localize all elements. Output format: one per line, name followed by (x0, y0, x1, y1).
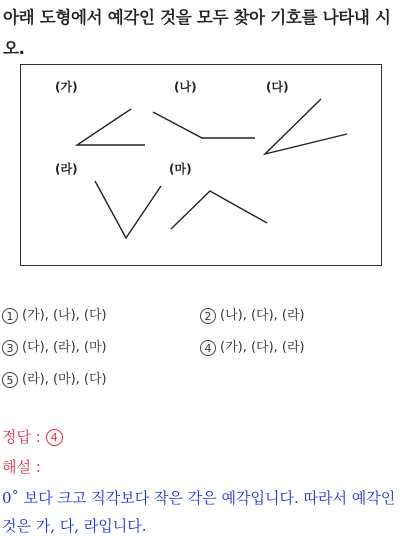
option-4[interactable] (200, 336, 305, 356)
question-text: 아래 도형에서 예각인 것을 모두 찾아 기호를 나타내 시오. (3, 8, 391, 58)
option-5[interactable] (2, 368, 107, 388)
option-3[interactable] (2, 336, 107, 356)
option-number: 2 (200, 308, 216, 324)
option-1[interactable] (2, 304, 107, 324)
label-da: (다) (266, 80, 289, 94)
angle-ma (171, 191, 267, 229)
label-ga: (가) (55, 80, 78, 94)
option-2[interactable] (200, 304, 305, 324)
angle-ra (95, 181, 161, 238)
label-ma: (마) (169, 162, 192, 176)
answer-label: 정답 : (2, 428, 46, 446)
angle-da (265, 99, 347, 154)
option-number: 4 (200, 340, 216, 356)
label-na: (나) (174, 80, 197, 94)
explanation-text: 0˚ 보다 크고 직각보다 작은 각은 예각입니다. 따라서 예각인 것은 가, 다, 라입니다. (2, 489, 396, 535)
option-number: 5 (2, 372, 18, 388)
option-text: (나), (다), (라) (220, 308, 305, 323)
angle-figures (21, 65, 383, 267)
angle-ga (77, 109, 145, 145)
angle-na (153, 112, 255, 138)
option-number: 1 (2, 308, 18, 324)
answer (2, 426, 63, 447)
option-text: (다), (라), (마) (22, 340, 107, 355)
label-ra: (라) (55, 162, 78, 176)
option-text: (라), (마), (다) (22, 372, 107, 387)
option-text: (가), (나), (다) (22, 308, 107, 323)
explanation-label: 해설 : (2, 458, 41, 476)
option-number: 3 (2, 340, 18, 356)
figure-box (20, 64, 382, 266)
answer-number: 4 (46, 429, 63, 446)
option-text: (가), (다), (라) (220, 340, 305, 355)
